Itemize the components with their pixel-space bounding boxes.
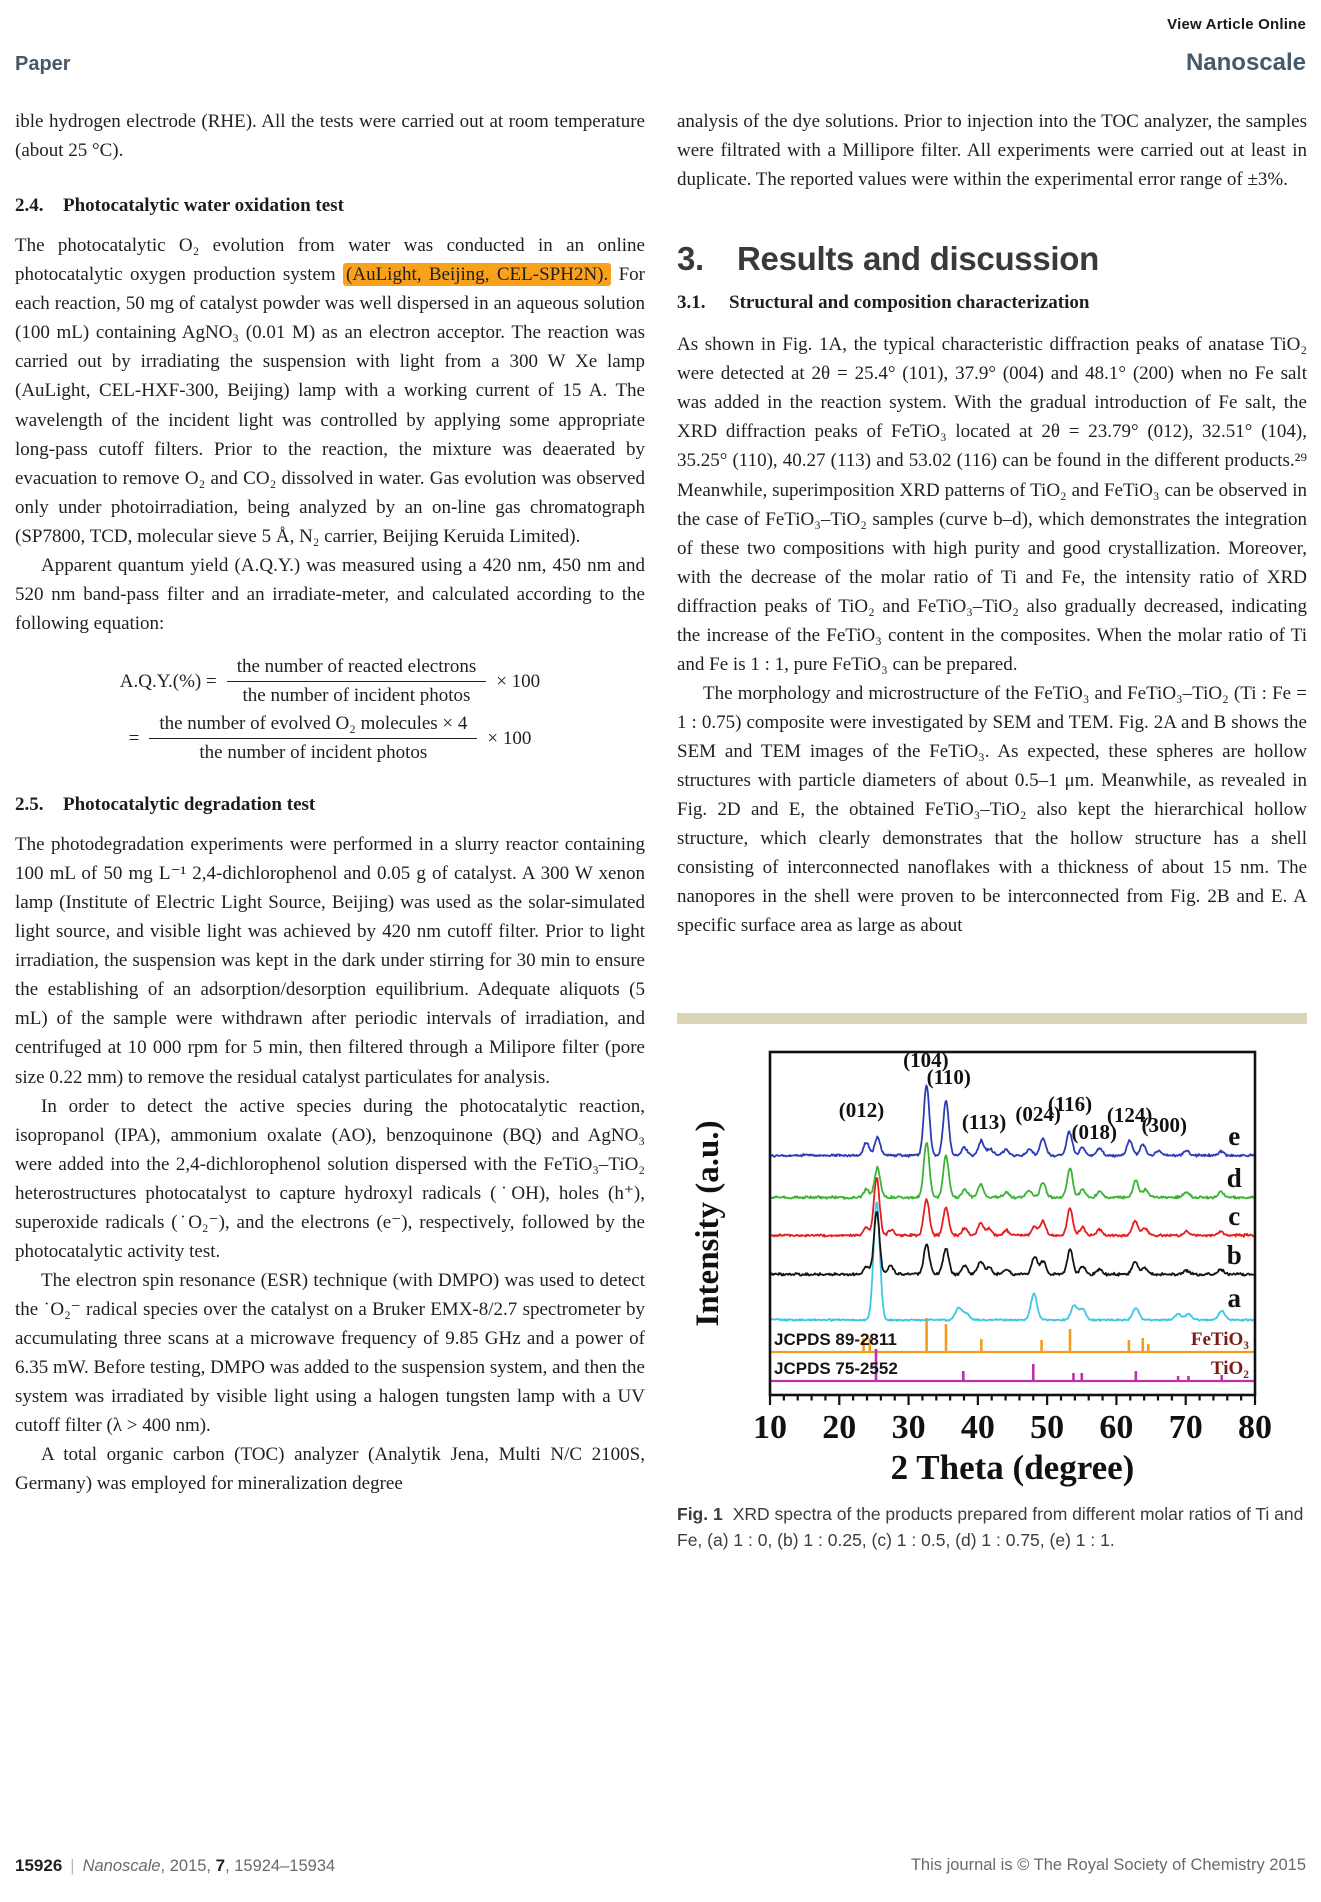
fraction: [227, 656, 487, 707]
denominator: the number of incident photos: [199, 742, 428, 763]
footer-pages: , 15924–15934: [225, 1857, 336, 1875]
figure-caption-text: XRD spectra of the products prepared from different molar ratios of Ti and Fe, (a) 1 : 0, (b) 1 : 0.25, (c) 1 : 0.5, (d) 1 : 0.75, (e) 1 : 1.: [677, 1503, 1304, 1550]
figure-caption: [677, 1501, 1307, 1554]
left-column: [15, 107, 645, 1553]
footer-volume: 7: [215, 1856, 226, 1875]
paragraph: In order to detect the active species during the photocatalytic reaction, isopropanol (IPA), ammonium oxalate (AO), benzoquinone (BQ) and AgNO₃ were added into the 2,4-dichlorophenol solution dispersed with the FeTiO₃–TiO₂ heterostructures photocatalyst to capture hydroxyl radicals (˙OH), holes (h⁺), superoxide radicals (˙O₂⁻), and the electrons (e⁻), respectively, followed by the photocatalytic activity test.: [15, 1095, 645, 1262]
view-article-online-link[interactable]: View Article Online: [1167, 16, 1306, 33]
section-heading-2-5: [15, 794, 645, 816]
svg-text:(110): (110): [926, 1064, 971, 1089]
section-title: Photocatalytic degradation test: [63, 794, 316, 815]
aqy-equation: [15, 656, 645, 764]
svg-text:e: e: [1228, 1120, 1241, 1151]
footer-meta: , 2015,: [160, 1857, 216, 1875]
svg-text:b: b: [1226, 1239, 1242, 1270]
svg-text:Intensity (a.u.): Intensity (a.u.): [692, 1119, 726, 1327]
section-title: Photocatalytic water oxidation test: [63, 195, 344, 217]
paragraph-continued: analysis of the dye solutions. Prior to injection into the TOC analyzer, the samples were filtrated with a Millipore filter. All experiments were carried out at least in duplicate. The reported values were within the experimental error range of ±3%.: [677, 111, 1307, 191]
equation-lhs: =: [128, 727, 140, 749]
svg-text:(116): (116): [1047, 1091, 1093, 1116]
section-title: Results and discussion: [737, 240, 1099, 278]
xrd-chart: [692, 1040, 1292, 1488]
text-run: The photocatalytic O₂ evolution from water was conducted in an online photocatalytic oxygen production system: [15, 235, 645, 286]
svg-text:(024): (024): [1015, 1101, 1061, 1126]
footer-separator: |: [70, 1857, 75, 1875]
svg-text:(104): (104): [903, 1047, 949, 1072]
figure-caption-label: Fig. 1: [677, 1503, 723, 1524]
numerator: the number of reacted electrons: [227, 656, 487, 682]
svg-text:TiO₂: TiO₂: [1210, 1357, 1249, 1379]
section-number: 2.5.: [15, 794, 44, 815]
paragraph-continued: ible hydrogen electrode (RHE). All the tests were carried out at room temperature (about 25 °C).: [15, 111, 645, 162]
section-title: Structural and composition characterization: [729, 292, 1090, 314]
svg-text:60: 60: [1099, 1408, 1134, 1446]
paragraph: Apparent quantum yield (A.Q.Y.) was measured using a 420 nm, 450 nm and 520 nm band-pass filter and an irradiate-meter, and calculated according to the following equation:: [15, 554, 645, 634]
svg-text:30: 30: [891, 1408, 926, 1446]
equation-tail: × 100: [496, 670, 541, 692]
section-heading-2-4: [15, 195, 645, 217]
section-number: 2.4.: [15, 195, 44, 217]
highlighted-text: (AuLight, Beijing, CEL-SPH2N).: [343, 263, 611, 286]
svg-text:40: 40: [960, 1408, 995, 1446]
svg-text:(124): (124): [1106, 1102, 1153, 1127]
page-number: 15926: [15, 1856, 63, 1875]
svg-text:a: a: [1227, 1282, 1241, 1313]
footer-citation: [15, 1856, 335, 1876]
text-run: For each reaction, 50 mg of catalyst powder was well dispersed in an aqueous solution (100 mL) containing AgNO₃ (0.01 M) as an electron acceptor. The reaction was carried out by irradiating the suspension with light from a 300 W Xe lamp (AuLight, CEL-HXF-300, Beijing) lamp with a working current of 15 A. The wavelength of the incident light was controlled by applying some appropriate long-pass cutoff filters. Prior to the reaction, the mixture was deaerated by evacuation to remove O₂ and CO₂ dissolved in water. Gas evolution was observed only under photoirradiation, being analyzed by an on-line gas chromatograph (SP7800, TCD, molecular sieve 5 Å, N₂ carrier, Beijing Keruida Limited).: [15, 264, 645, 547]
page-header: [15, 49, 1306, 77]
article-type-label: Paper: [15, 53, 71, 75]
section-heading-3: [677, 240, 1307, 278]
section-number: 3.1.: [677, 292, 706, 314]
paragraph: The electron spin resonance (ESR) technique (with DMPO) was used to detect the ˙O₂⁻ radical species over the catalyst on a Bruker EMX-8/2.7 spectrometer by accumulating three scans at a microwave frequency of 9.85 GHz and a power of 6.35 mW. Before testing, DMPO was added to the suspension system, and then the system was irradiated by visible light using a halogen tungsten lamp with a UV cutoff filter (λ > 400 nm).: [15, 1269, 645, 1437]
page-footer: [15, 1856, 1306, 1876]
section-heading-3-1: [677, 292, 1307, 314]
figure-1: [692, 1040, 1292, 1493]
svg-text:(012): (012): [838, 1097, 885, 1122]
section-number: 3.: [677, 240, 704, 278]
svg-text:JCPDS 89-2811: JCPDS 89-2811: [774, 1329, 897, 1349]
equation-row: [129, 713, 532, 764]
fraction: [149, 713, 477, 764]
svg-text:JCPDS 75-2552: JCPDS 75-2552: [774, 1358, 898, 1378]
svg-text:c: c: [1228, 1200, 1241, 1231]
right-column: [677, 107, 1307, 1553]
svg-text:(018): (018): [1071, 1119, 1118, 1144]
svg-text:10: 10: [753, 1408, 787, 1446]
equation-row: [120, 656, 540, 707]
svg-text:d: d: [1226, 1162, 1242, 1193]
paragraph: The photodegradation experiments were performed in a slurry reactor containing 100 mL of 50 mg L⁻¹ 2,4-dichlorophenol and 0.05 g of catalyst. A 300 W xenon lamp (Institute of Electric Light Source, Beijing) was used as the solar-simulated light source, and visible light was achieved by 420 nm cutoff filter. Prior to light irradiation, the suspension was kept in the dark under stirring for 30 min to ensure the establishing of an adsorption/desorption equilibrium. Adequate aliquots (5 mL) of the sample were withdrawn after periodic intervals of irradiation, and centrifuged at 10 000 rpm for 5 min, then filtered through a Milipore filter (pore size 0.22 mm) to remove the residual catalyst particulates for analysis.: [15, 834, 645, 1088]
denominator: the number of incident photos: [242, 685, 471, 706]
paragraph: [15, 231, 645, 551]
svg-text:FeTiO₃: FeTiO₃: [1190, 1328, 1249, 1350]
footer-journal: Nanoscale: [82, 1857, 161, 1875]
footer-copyright: This journal is © The Royal Society of Chemistry 2015: [910, 1856, 1306, 1874]
svg-text:(113): (113): [961, 1109, 1007, 1134]
svg-text:70: 70: [1168, 1408, 1203, 1446]
equation-lhs: A.Q.Y.(%) =: [119, 670, 217, 692]
svg-text:2 Theta (degree): 2 Theta (degree): [890, 1447, 1135, 1487]
numerator: the number of evolved O₂ molecules × 4: [149, 713, 477, 739]
svg-text:50: 50: [1030, 1408, 1065, 1446]
journal-name: Nanoscale: [1185, 49, 1306, 76]
svg-text:20: 20: [822, 1408, 857, 1446]
figure-top-strip: [677, 1013, 1307, 1024]
paragraph: As shown in Fig. 1A, the typical characteristic diffraction peaks of anatase TiO₂ were detected at 2θ = 25.4° (101), 37.9° (004) and 48.1° (200) when no Fe salt was added in the reaction system. With the gradual introduction of Fe salt, the XRD diffraction peaks of FeTiO₃ located at 2θ = 23.79° (012), 32.51° (104), 35.25° (110), 40.27 (113) and 53.02 (116) can be found in the different products.²⁹ Meanwhile, superimposition XRD patterns of TiO₂ and FeTiO₃ can be observed in the case of FeTiO₃–TiO₂ samples (curve b–d), which demonstrates the integration of these two compositions with high purity and good crystallization. Moreover, with the decrease of the molar ratio of Ti and Fe, the intensity ratio of XRD diffraction peaks of TiO₂ and FeTiO₃–TiO₂ also gradually decreased, indicating the increase of the FeTiO₃ content in the composites. When the molar ratio of Ti and Fe is 1 : 1, pure FeTiO₃ can be prepared.: [677, 334, 1307, 675]
svg-text:80: 80: [1238, 1408, 1272, 1446]
svg-text:(300): (300): [1141, 1112, 1187, 1137]
paragraph: A total organic carbon (TOC) analyzer (Analytik Jena, Multi N/C 2100S, Germany) was employed for mineralization degree: [15, 1444, 645, 1495]
two-column-body: [15, 107, 1306, 1553]
paragraph: The morphology and microstructure of the FeTiO₃ and FeTiO₃–TiO₂ (Ti : Fe = 1 : 0.75) composite were investigated by SEM and TEM. Fig. 2A and B shows the SEM and TEM images of the FeTiO₃. As expected, these spheres are hollow structures with particle diameters of about 0.5–1 μm. Meanwhile, as revealed in Fig. 2D and E, the obtained FeTiO₃–TiO₂ also kept the hierarchical hollow structure, which clearly demonstrates that the hollow structure has a shell consisting of interconnected nanoflakes with a thickness of about 15 nm. The nanopores in the shell were proven to be interconnected from Fig. 2B and E. A specific surface area as large as about: [677, 682, 1307, 937]
equation-tail: × 100: [487, 727, 532, 749]
